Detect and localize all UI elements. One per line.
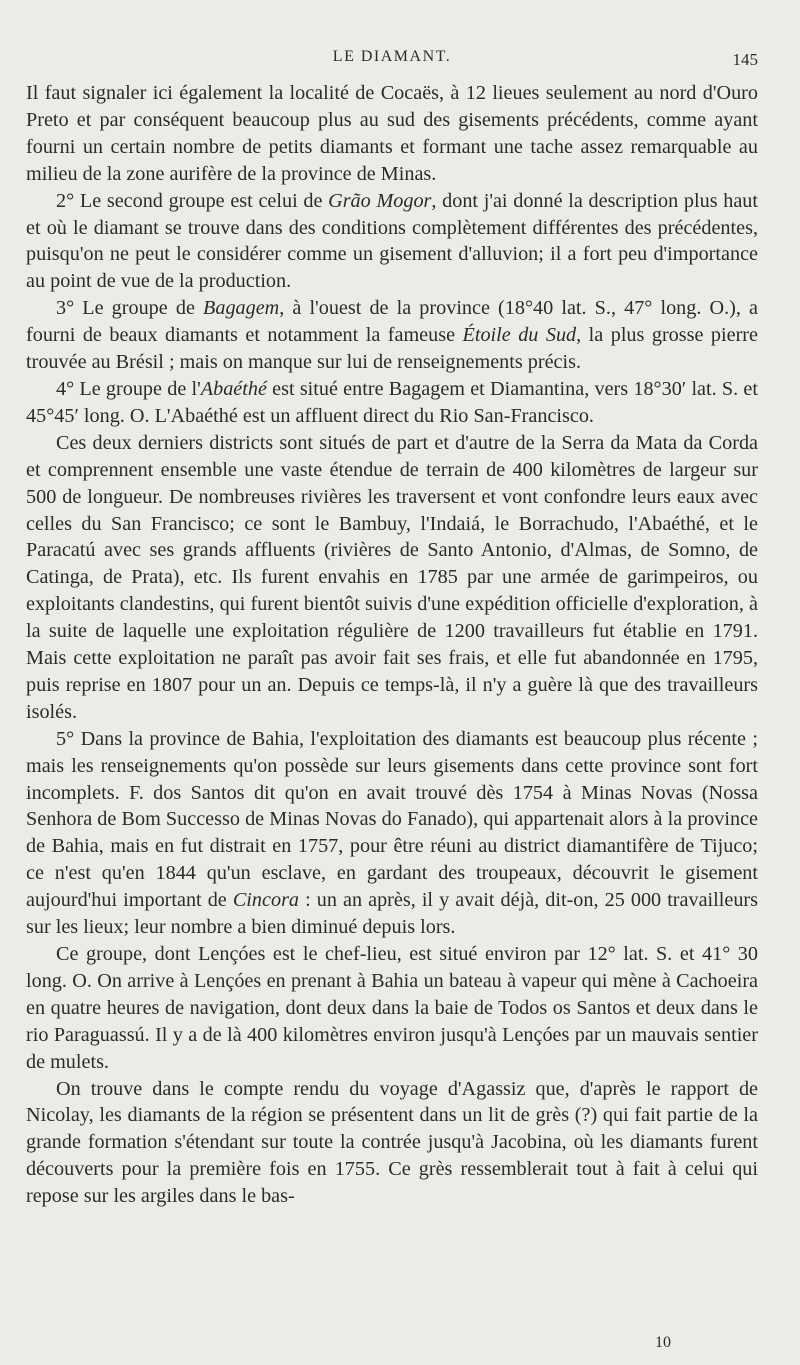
italic-term: Abaéthé bbox=[200, 377, 267, 400]
text-run: 2° Le second groupe est celui de bbox=[56, 189, 329, 212]
running-head bbox=[26, 48, 758, 76]
text-run: : un an après, il y avait déjà, dit-on, 25 000 travailleurs sur les lieux; leur nombre a bien diminué depuis lors. bbox=[26, 889, 758, 939]
text-run: Ce groupe, dont Lençóes est le chef-lieu, est situé environ par 12° lat. S. et 41° 30 long. O. On arrive à Lençóes en prenant à Bahia un bateau à vapeur qui mène à Cachoeira en quatre heures de navigation, dont deux dans la baie de Todos os Santos et deux dans le rio Paraguassú. Il y a de là 400 kilomètres environ jusqu'à Lençóes par un mauvais sentier de mulets. bbox=[26, 943, 758, 1073]
paragraph-1 bbox=[26, 80, 758, 188]
text-run: , dont j'ai donné la description plus haut et où le diamant se trouve dans des conditions complètement différentes des précédentes, puisqu'on ne peut le considérer comme un gisement d'alluvion; il a fort peu d'importance au point de vue de la production. bbox=[26, 189, 759, 293]
paragraph-8 bbox=[26, 1076, 758, 1211]
text-run: Ces deux derniers districts sont situés de part et d'autre de la Serra da Mata da Corda et comprennent ensemble une vaste étendue de terrain de 400 kilomètres de largeur sur 500 de longueur. De nombreuses rivières les traversent et vont confondre leurs eaux avec celles du San Francisco; ce sont le Bambuy, l'Indaiá, le Borrachudo, l'Abaéthé, et le Paracatú avec ses grands affluents (rivières de Santo Antonio, d'Almas, de Somno, de Catinga, de Prata), etc. Ils furent envahis en 1785 par une armée de garimpeiros, ou exploitants clandestins, qui furent bientôt suivis d'une expédition officielle d'exploration, à la suite de laquelle une exploitation régulière de 1200 travailleurs fut établie en 1791. Mais cette exploitation ne paraît pas avoir fait ses frais, et elle fut abandonnée en 1795, puis reprise en 1807 pour un an. Depuis ce temps-là, il n'y a guère là que des travailleurs isolés. bbox=[26, 431, 758, 723]
text-run: , à l'ouest de la province (18°40 lat. S., 47° long. O.), a fourni de beaux diamants et notamment la fameuse bbox=[26, 297, 758, 347]
paragraph-5 bbox=[26, 430, 758, 726]
paragraph-6 bbox=[26, 726, 758, 941]
text-run: Il faut signaler ici également la localité de Cocaës, à 12 lieues seulement au nord d'Ouro Preto et par conséquent beaucoup plus au sud des gisements précédents, comme ayant fourni un certain nombre de petits diamants et formant une tache assez remarquable au milieu de la zone aurifère de la province de Minas. bbox=[26, 82, 758, 185]
text-run: 5° Dans la province de Bahia, l'exploitation des diamants est beaucoup plus récente ; mais les renseignements qu'on possède sur leurs gisements dans cette province sont fort incomplets. F. dos Santos dit qu'on en avait trouvé dès 1754 à Minas Novas (Nossa Senhora de Bom Successo de Minas Novas do Fanado), qui appartenait alors à la province de Bahia, mais en fut distrait en 1757, pour être réuni au district diamantifère de Tijuco; ce n'est qu'en 1844 qu'un esclave, en gardant des troupeaux, découvrit le gisement aujourd'hui important de bbox=[26, 727, 758, 912]
text-run: 3° Le groupe de bbox=[56, 297, 204, 320]
italic-term: Grão Mogor bbox=[328, 189, 432, 212]
text-run: est situé entre Bagagem et Diamantina, vers 18°30′ lat. S. et 45°45′ long. O. L'Abaéthé est un affluent direct du Rio San-Francisco. bbox=[26, 377, 758, 427]
italic-term: Bagagem bbox=[203, 297, 280, 320]
paragraph-7 bbox=[26, 941, 758, 1076]
body-text bbox=[26, 80, 758, 1210]
paragraph-4 bbox=[26, 376, 758, 430]
italic-term: Cincora bbox=[232, 889, 300, 912]
page-number: 145 bbox=[732, 50, 758, 69]
text-run: 4° Le groupe de l' bbox=[56, 377, 201, 400]
paragraph-2 bbox=[26, 188, 758, 296]
text-run: On trouve dans le compte rendu du voyage d'Agassiz que, d'après le rapport de Nicolay, les diamants de la région se présentent dans un lit de grès (?) qui fait partie de la grande formation s'étendant sur toute la contrée jusqu'à Jacobina, où les diamants furent découverts pour la première fois en 1755. Ce grès ressemblerait tout à fait à celui qui repose sur les argiles dans le bas- bbox=[26, 1077, 758, 1208]
text-run: , la plus grosse pierre trouvée au Brésil ; mais on manque sur lui de renseignements précis. bbox=[26, 324, 758, 374]
running-title: LE DIAMANT. bbox=[332, 48, 452, 65]
italic-term: Étoile du Sud bbox=[462, 324, 577, 347]
paragraph-3 bbox=[26, 295, 758, 376]
printer-signature-mark: 10 bbox=[655, 1334, 671, 1351]
